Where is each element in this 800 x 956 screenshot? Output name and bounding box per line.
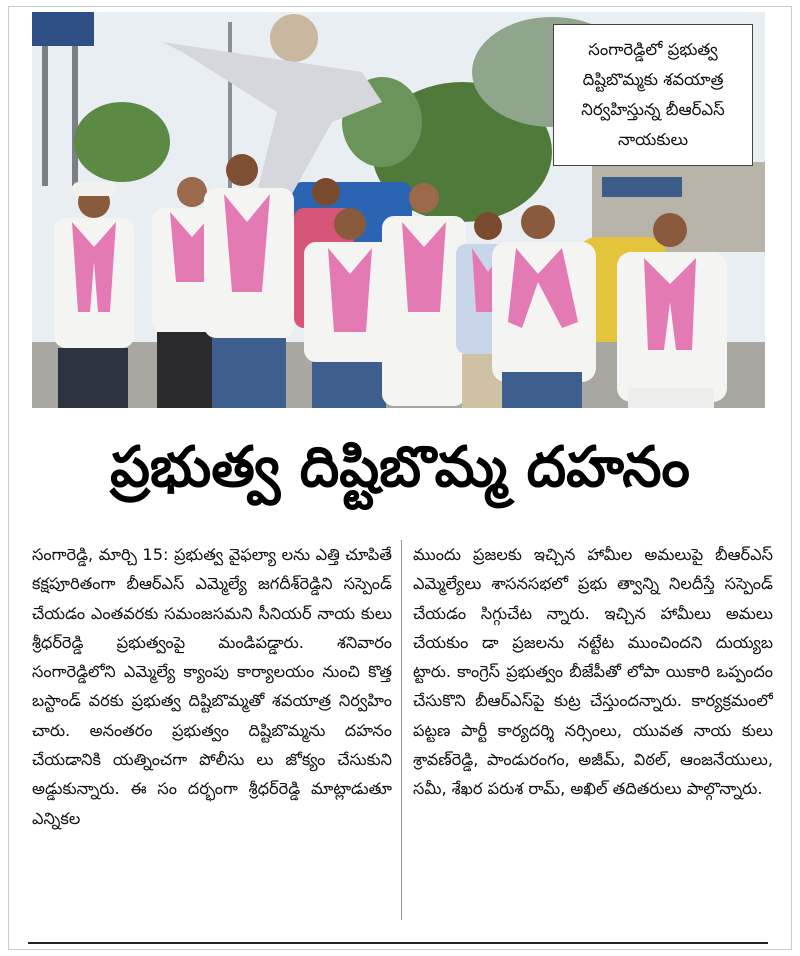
article-headline: ప్రభుత్వ దిష్టిబొమ్మ దహనం <box>110 435 690 500</box>
photo-caption: సంగారెడ్డిలో ప్రభుత్వ దిష్టిబొమ్మకు శవయాత్ర నిర్వహిస్తున్న బీఆర్ఎస్ నాయకులు <box>553 24 753 166</box>
article-column-2: ముందు ప్రజలకు ఇచ్చిన హామీల అమలుపై బీఆర్ఎస్ ఎమ్మెల్యేలు శాసనసభలో ప్రభు త్వాన్ని నిలదీస్తే సస్పెండ్ చేయడం సిగ్గుచేట న్నారు. ఇచ్చిన హామీలు అమలు చేయకుం డా ప్రజలను నట్టేట ముంచిందని దుయ్యబ ట్టారు. కాంగ్రెస్ ప్రభుత్వం బీజేపీతో లోపా యికారి ఒప్పందం చేసుకొని బీఆర్ఎస్‌పై కుట్ర చేస్తుందన్నారు. కార్యక్రమంలో పట్టణ పార్టీ కార్యదర్శి నర్సింలు, యువత నాయ కులు శ్రావణ్‌రెడ్డి, పాండురంగం, అజీమ్, విఠల్, ఆంజనేయులు, సమీ, శేఖర పరుశ రామ్, అఖిల్ తదితరులు పాల్గొన్నారు. <box>413 545 773 799</box>
column-divider <box>401 540 402 920</box>
article-column-1: సంగారెడ్డి, మార్చి 15: ప్రభుత్వ వైఫల్యా లను ఎత్తి చూపితే కక్షపూరితంగా బీఆర్ఎస్ ఎమ్మెల్యే జగదీశ్‌రెడ్డిని సస్పెండ్ చేయడం ఎంతవరకు సమంజసమని సీనియర్ నాయ కులు శ్రీధర్‌రెడ్డి ప్రభుత్వంపై మండిపడ్డారు. శనివారం సంగారెడ్డిలోని ఎమ్మెల్యే క్యాంపు కార్యాలయం నుంచి కొత్త బస్టాండ్ వరకు ప్రభుత్వ దిష్టిబొమ్మతో శవయాత్ర నిర్వహిం చారు. అనంతరం ప్రభుత్వం దిష్టిబొమ్మను దహనం చేయడానికి యత్నించగా పోలీసు లు జోక్యం చేసుకుని అడ్డుకున్నారు. ఈ సం దర్భంగా శ్రీధర్‌రెడ్డి మాట్లాడుతూ ఎన్నికల <box>32 545 392 828</box>
news-photo <box>32 12 765 408</box>
bottom-rule <box>28 942 768 944</box>
